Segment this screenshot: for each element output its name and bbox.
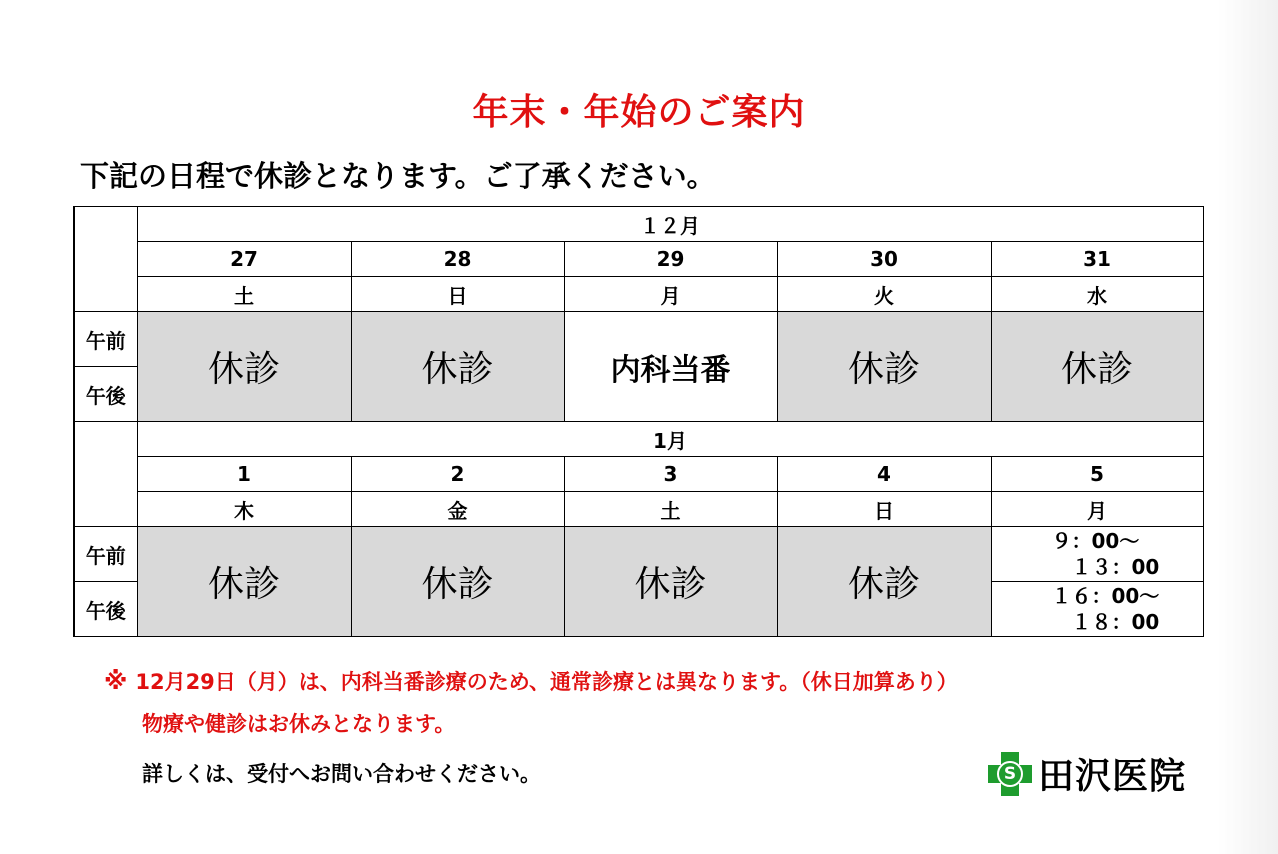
header-corner: [74, 422, 137, 527]
header-corner: [74, 207, 137, 312]
status-closed: 休診: [137, 527, 351, 637]
hours-pm-end: １８：00: [1071, 610, 1160, 634]
weekday-cell: 木: [137, 492, 351, 527]
day-cell: 4: [777, 457, 991, 492]
weekday-cell: 月: [991, 492, 1203, 527]
weekday-cell: 日: [777, 492, 991, 527]
status-closed: 休診: [351, 527, 564, 637]
weekday-cell: 水: [991, 277, 1203, 312]
logo-symbol: S: [997, 761, 1023, 787]
hours-am: [991, 527, 1203, 582]
status-duty: 内科当番: [564, 312, 777, 422]
weekday-cell: 火: [777, 277, 991, 312]
weekday-cell: 金: [351, 492, 564, 527]
page-subtitle: 下記の日程で休診となります。ご了承ください。: [80, 159, 716, 193]
day-cell: 2: [351, 457, 564, 492]
hours-am-end: １３：00: [1071, 555, 1160, 579]
status-closed: 休診: [777, 527, 991, 637]
note-line-1: [104, 666, 958, 696]
weekday-cell: 月: [564, 277, 777, 312]
clinic-name: 田沢医院: [1038, 756, 1187, 797]
period-pm-label: 午後: [74, 367, 137, 422]
page-title: 年末・年始のご案内: [472, 92, 806, 133]
note-mark: ※: [104, 667, 128, 695]
day-cell: 1: [137, 457, 351, 492]
period-am-label: 午前: [74, 312, 137, 367]
day-cell: 5: [991, 457, 1203, 492]
month-header-january: 1月: [137, 422, 1203, 457]
clinic-logo: [988, 748, 1186, 799]
status-closed: 休診: [777, 312, 991, 422]
note-text-1: 12月29日（月）は、内科当番診療のため、通常診療とは異なります。（休日加算あり）: [135, 670, 958, 694]
note-line-3: 詳しくは、受付へお問い合わせください。: [142, 762, 541, 786]
day-cell: 29: [564, 242, 777, 277]
schedule-table: [73, 206, 1204, 637]
status-closed: 休診: [991, 312, 1203, 422]
day-cell: 27: [137, 242, 351, 277]
hours-pm: [991, 582, 1203, 637]
month-header-december: １２月: [137, 207, 1203, 242]
weekday-cell: 日: [351, 277, 564, 312]
green-cross-icon: [988, 752, 1032, 796]
day-cell: 28: [351, 242, 564, 277]
status-closed: 休診: [137, 312, 351, 422]
weekday-cell: 土: [137, 277, 351, 312]
period-am-label: 午前: [74, 527, 137, 582]
hours-am-start: ９：00～: [1051, 529, 1140, 553]
day-cell: 31: [991, 242, 1203, 277]
status-closed: 休診: [351, 312, 564, 422]
day-cell: 3: [564, 457, 777, 492]
period-pm-label: 午後: [74, 582, 137, 637]
day-cell: 30: [777, 242, 991, 277]
status-closed: 休診: [564, 527, 777, 637]
weekday-cell: 土: [564, 492, 777, 527]
note-line-2: 物療や健診はお休みとなります。: [142, 712, 456, 736]
hours-pm-start: １６：00～: [1051, 584, 1160, 608]
